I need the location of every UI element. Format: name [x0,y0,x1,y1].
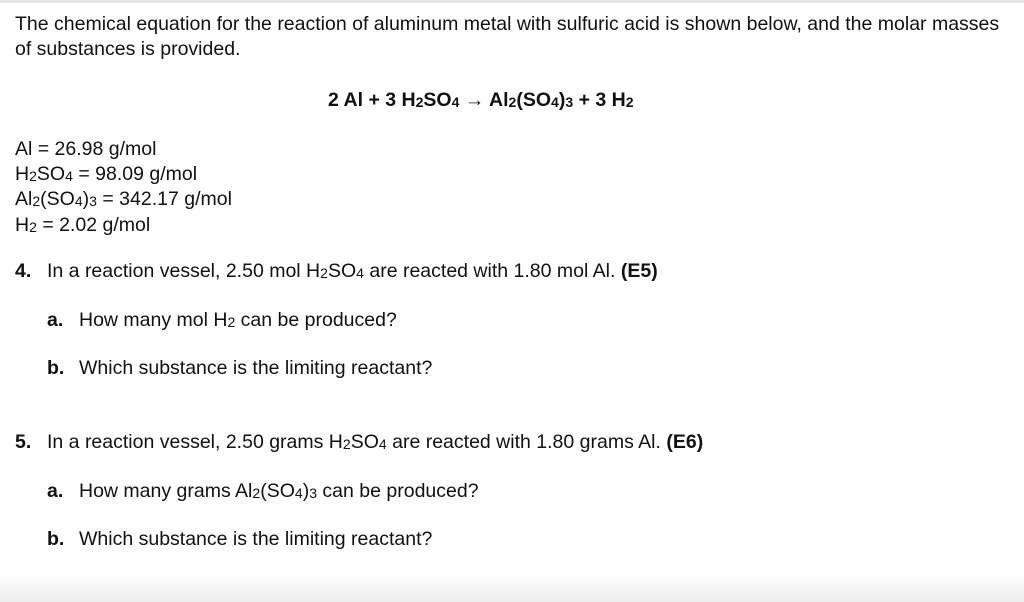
molar-mass-text: = 2.02 g/mol [36,213,151,236]
question-text: In a reaction vessel, 2.50 grams H [47,431,343,453]
eq-text: 2 Al + 3 H [328,89,416,111]
question-text: SO [327,260,357,282]
part-letter: a. [47,480,64,502]
molar-mass-text: (SO [40,188,75,210]
molar-mass-h2so4 [15,162,232,188]
molar-mass-al2so43 [15,187,232,213]
part-letter: b. [47,357,65,379]
question-code: (E6) [666,431,704,453]
molar-mass-text: = 342.17 g/mol [96,188,232,210]
molar-mass-h2 [15,213,232,239]
part-subscript: 2 [227,314,236,331]
chemical-equation [328,89,634,112]
eq-text: SO [423,89,452,111]
part-text: How many grams Al [79,480,253,502]
question-number: 4. [15,260,32,282]
question-text: are reacted with 1.80 mol Al. [363,260,621,282]
part-text: (SO [260,480,295,502]
molar-mass-subscript: 2 [32,193,41,210]
eq-text: Al [489,89,509,111]
molar-mass-subscript: 3 [89,193,97,210]
question-number: 5. [15,431,32,453]
part-letter: a. [47,309,64,331]
molar-mass-subscript: 4 [65,167,73,184]
molar-mass-text: H [15,162,30,185]
molar-mass-list [15,137,232,238]
question-subscript: 2 [320,265,328,282]
question-subscript: 4 [356,265,364,282]
question-4a [47,309,397,332]
eq-subscript: 3 [565,94,574,111]
question-5a [47,480,479,503]
molar-mass-text: Al [15,188,33,210]
question-5 [15,431,703,454]
question-5b [47,528,432,551]
top-border [0,0,1024,3]
eq-text: (SO [516,89,552,111]
part-subscript: 3 [309,485,317,502]
molar-mass-text: SO [36,162,66,185]
part-text: Which substance is the limiting reactant? [79,528,433,550]
molar-mass-subscript: 2 [29,167,37,184]
part-text: Which substance is the limiting reactant? [79,357,433,379]
question-subscript: 4 [378,436,387,453]
question-subscript: 2 [342,436,351,453]
part-text: can be produced? [317,480,479,502]
question-text: In a reaction vessel, 2.50 mol H [47,260,321,282]
question-text: SO [350,431,379,453]
intro-paragraph: The chemical equation for the reaction of aluminum metal with sulfuric acid is shown below, and the molar masses of substances is provided. [15,13,1000,60]
molar-mass-al [15,137,232,162]
molar-mass-subscript: 2 [29,218,37,235]
question-4b [47,357,432,380]
molar-mass-subscript: 4 [74,193,83,210]
eq-subscript: 4 [551,94,559,111]
part-text: ) [302,480,310,502]
eq-subscript: 2 [625,94,634,111]
eq-text: + 3 H [573,89,626,111]
part-text: can be produced? [235,309,397,331]
part-subscript: 2 [252,485,261,502]
part-text: How many mol H [79,309,228,331]
eq-text: ) [558,89,566,111]
eq-subscript: 2 [415,94,424,111]
molar-mass-text: Al = 26.98 g/mol [15,138,157,160]
molar-mass-text: H [15,213,30,236]
bottom-fade [0,574,1024,602]
reaction-arrow: → [459,89,490,111]
question-text: are reacted with 1.80 grams Al. [386,431,667,453]
question-4 [15,260,658,283]
part-subscript: 4 [294,485,303,502]
molar-mass-text: = 98.09 g/mol [72,162,198,185]
molar-mass-text: ) [82,188,90,210]
part-letter: b. [47,528,65,550]
question-code: (E5) [620,260,658,282]
eq-subscript: 2 [508,94,517,111]
eq-subscript: 4 [451,94,460,111]
